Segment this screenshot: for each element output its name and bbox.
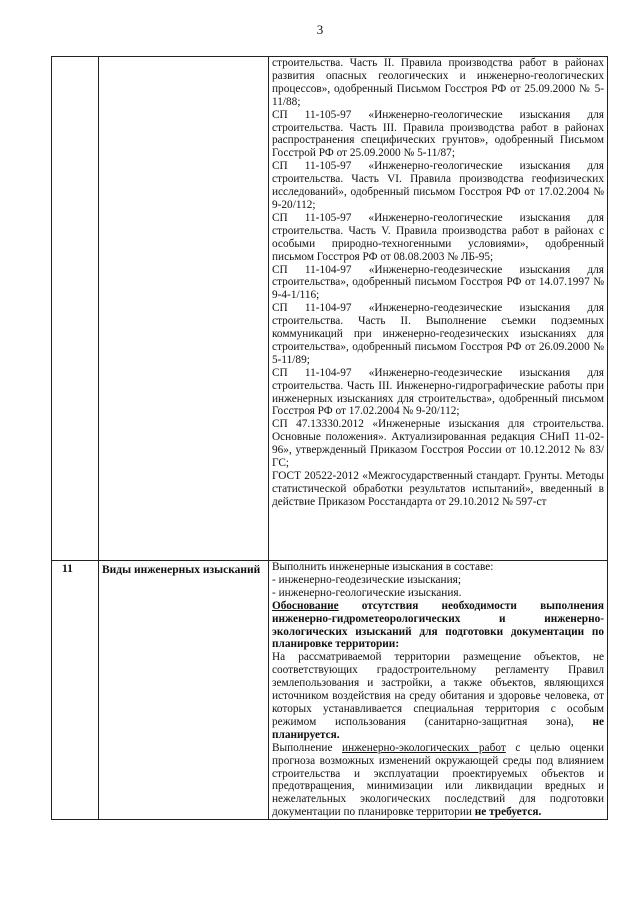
paragraph: СП 11-104-97 «Инженерно-геодезические изыскания для строительства. Часть III. Инженерно-гидрографические работы при инженерных изысканиях для строительства», одобренный письмом Госстроя РФ от 17.02.2004 № 9-20/112;: [272, 366, 604, 418]
paragraph-conclusion: не требуется.: [474, 806, 542, 819]
row-content: [269, 57, 608, 561]
requirements-table: [51, 56, 608, 820]
list-item: - инженерно-геодезические изыскания;: [272, 573, 461, 586]
intro-text: Выполнить инженерные изыскания в составе:: [272, 561, 494, 573]
list-item: - инженерно-геологические изыскания.: [272, 586, 462, 599]
paragraph-text: На рассматриваемой территории размещение объектов, не соответствующих градостроительному регламенту Правил землепользования и застройки, а также объектов, являющихся источником воздействия на среду обитания и здоровье человека, от которых устанавливается специальная территория с особым режимом использования (санитарно-защитная зона),: [272, 651, 604, 728]
paragraph: [272, 742, 604, 819]
paragraph-start: Выполнение: [272, 741, 343, 754]
paragraph: СП 11-104-97 «Инженерно-геодезические изыскания для строительства», одобренный письмом Госстроя РФ от 14.07.1997 № 9-4-1/116;: [272, 263, 604, 302]
paragraph: ГОСТ 20522-2012 «Межгосударственный стандарт. Грунты. Методы статистической обработки результатов испытаний», введенный в действие Приказом Росстандарта от 29.10.2012 № 597-ст: [272, 470, 604, 508]
justification-label: Обоснование: [272, 599, 339, 612]
row-content: [269, 561, 608, 820]
table-row: [52, 57, 608, 561]
paragraph: СП 47.13330.2012 «Инженерные изыскания для строительства. Основные положения». Актуализированная редакция СНиП 11-02-96», утвержденный Приказом Госстроя России от 10.12.2012 № 83/ГС;: [272, 418, 604, 470]
page-number: 3: [316, 22, 324, 37]
row-number: 11: [52, 561, 99, 820]
paragraph: СП 11-105-97 «Инженерно-геологические изыскания для строительства. Часть III. Правила производства работ в районах распространения специфических грунтов», одобренный Письмом Госстрой РФ от 25.09.2000 № 5-11/87;: [272, 108, 604, 160]
paragraph: СП 11-105-97 «Инженерно-геологические изыскания для строительства. Часть VI. Правила производства геофизических исследований», одобренный письмом Госстроя РФ от 17.02.2004 № 9-20/112;: [272, 160, 604, 211]
paragraph-conclusion: не планируется.: [272, 715, 604, 741]
table-row: [52, 561, 608, 820]
paragraph: [272, 651, 604, 741]
row-title: [99, 57, 269, 561]
justification-heading: [272, 600, 604, 652]
paragraph-underlined: инженерно-экологических работ: [342, 741, 506, 754]
paragraph: СП 11-105-97 «Инженерно-геологические изыскания для строительства. Часть V. Правила производства работ в районах с особыми природно-техногенными условиями», одобренный письмом Госстроя РФ от 08.08.2003 № ЛБ-95;: [272, 211, 604, 263]
paragraph: СП 11-104-97 «Инженерно-геодезические изыскания для строительства. Часть II. Выполнение съемки подземных коммуникаций при инженерно-геодезических изысканиях для строительства», одобренный письмом Госстроя РФ от 26.09.2000 № 5-11/89;: [272, 302, 604, 366]
paragraph-text: с целью оценки прогноза возможных изменений окружающей среды под влиянием строительства и эксплуатации проектируемых объектов и предотвращения, минимизации или ликвидации вредных и нежелательных экологических последствий для подготовки документации по планировке территории: [272, 741, 605, 819]
row-title: Виды инженерных изысканий: [99, 561, 269, 820]
paragraph: строительства. Часть II. Правила производства работ в районах развития опасных геологических и инженерно-геологических процессов», одобренный Письмом Госстроя РФ от 25.09.2000 № 5-11/88;: [272, 57, 604, 108]
justification-text: отсутствия необходимости выполнения инженерно-гидрометеорологических и инженерно-экологических изысканий для подготовки документации по планировке территории:: [272, 599, 604, 651]
row-number: [52, 57, 99, 561]
